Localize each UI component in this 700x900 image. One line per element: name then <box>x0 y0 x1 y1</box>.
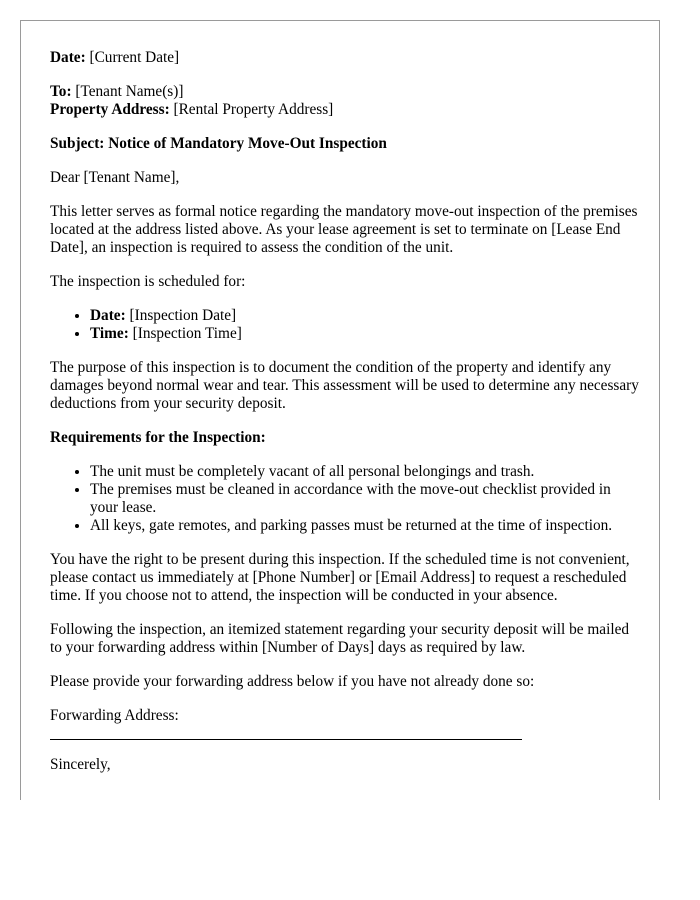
property-address-line <box>50 101 640 119</box>
schedule-date-value: [Inspection Date] <box>125 307 237 324</box>
schedule-intro: The inspection is scheduled for: <box>50 273 246 290</box>
schedule-list <box>50 307 640 343</box>
to-value: [Tenant Name(s)] <box>71 83 184 100</box>
to-label: To: <box>50 83 72 100</box>
subject-text: Subject: Notice of Mandatory Move-Out Inspection <box>50 135 387 152</box>
rights-paragraph: You have the right to be present during this inspection. If the scheduled time is not convenient, please contact us immediately at [Phone Number] or [Email Address] to request a rescheduled time. If you choose not to attend, the inspection will be conducted in your absence. <box>50 551 630 604</box>
requirement-item: • The unit must be completely vacant of all personal belongings and trash. <box>90 463 640 481</box>
closing-text: Sincerely, <box>50 756 111 773</box>
requirements-heading-text: Requirements for the Inspection: <box>50 429 266 446</box>
salutation: Dear [Tenant Name], <box>50 169 180 186</box>
requirements-heading <box>50 429 640 447</box>
date-label: Date: <box>50 49 86 66</box>
requirement-item: • All keys, gate remotes, and parking passes must be returned at the time of inspection. <box>90 517 640 535</box>
following-paragraph: Following the inspection, an itemized statement regarding your security deposit will be mailed to your forwarding address within [Number of Days] days as required by law. <box>50 621 630 656</box>
property-address-value: [Rental Property Address] <box>169 101 334 118</box>
provide-paragraph: Please provide your forwarding address below if you have not already done so: <box>50 673 535 690</box>
schedule-date-label: Date: <box>90 307 126 324</box>
property-address-label: Property Address: <box>50 101 170 118</box>
subject-line <box>50 135 640 153</box>
forwarding-address-label: Forwarding Address: <box>50 707 179 724</box>
schedule-date-item <box>90 307 640 325</box>
requirement-item: • The premises must be cleaned in accordance with the move-out checklist provided in your lease. <box>90 481 640 517</box>
requirements-list <box>50 463 640 535</box>
forwarding-address-line[interactable] <box>50 725 522 740</box>
schedule-time-value: [Inspection Time] <box>128 325 242 342</box>
to-line <box>50 83 640 101</box>
date-line <box>50 49 640 67</box>
date-value: [Current Date] <box>85 49 180 66</box>
purpose-paragraph: The purpose of this inspection is to document the condition of the property and identify any damages beyond normal wear and tear. This assessment will be used to determine any necessary deductions from your security deposit. <box>50 359 639 412</box>
schedule-time-label: Time: <box>90 325 129 342</box>
intro-paragraph: This letter serves as formal notice regarding the mandatory move-out inspection of the premises located at the address listed above. As your lease agreement is set to terminate on [Lease End Date], an inspection is required to assess the condition of the unit. <box>50 203 638 256</box>
letter-body <box>50 49 640 790</box>
letter-page <box>20 20 660 800</box>
schedule-time-item <box>90 325 640 343</box>
